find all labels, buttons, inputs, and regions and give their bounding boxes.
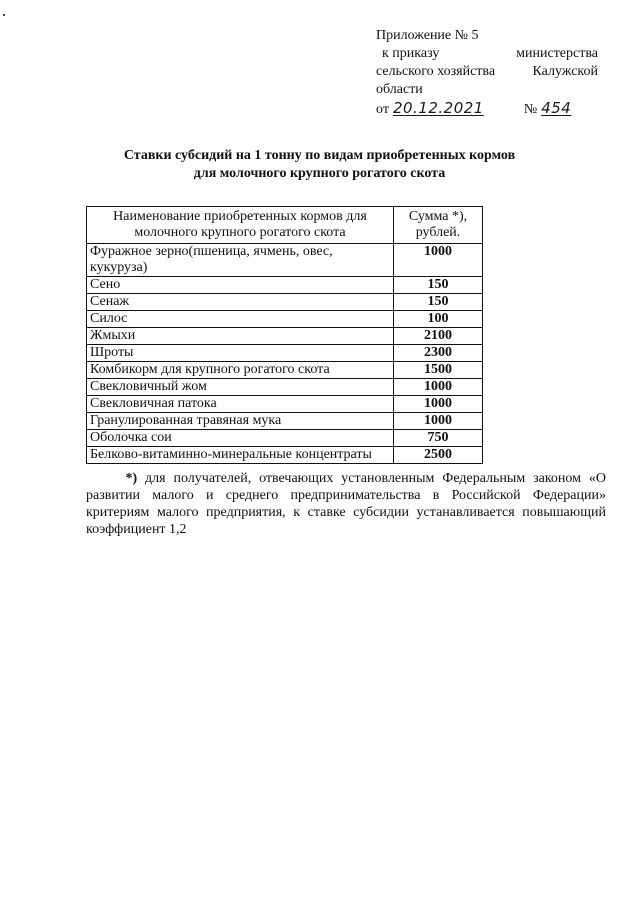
feed-name: Гранулированная травяная мука [87,413,394,430]
title-line-2: для молочного крупного рогатого скота [193,166,446,181]
table-row [87,244,483,277]
feed-amount: 2300 [394,345,483,362]
title-line-1: Ставки субсидий на 1 тонну по видам приобретенных кормов [123,148,516,163]
feed-amount: 1000 [394,244,483,277]
feed-amount: 1000 [394,396,483,413]
order-line [376,45,598,63]
feed-name: Фуражное зерно(пшеница, ячмень, овес, кукуруза) [87,244,394,277]
date-prefix: от [376,102,389,117]
feed-name: Белково-витаминно-минеральные концентраты [87,447,394,464]
feed-name-header: Наименование приобретенных кормов для молочного крупного рогатого скота [87,207,394,244]
feed-amount: 750 [394,430,483,447]
feed-name: Шроты [87,345,394,362]
table-row [87,362,483,379]
feed-amount: 1000 [394,379,483,396]
table-header-row [87,207,483,244]
number-prefix: № [523,102,538,117]
ministry-label: министерства [516,46,598,61]
feed-amount: 1000 [394,413,483,430]
document-title [0,147,639,183]
agriculture-label: сельского хозяйства [376,64,496,79]
oblast-label: области [376,82,423,97]
footnote-marker: *) [125,471,138,486]
table-row [87,430,483,447]
footnote-text: для получателей, отвечающих установленным Федеральным законом «О развитии малого и среднего предпринимательства в Российской Федерации» критериям малого предприятия, к ставке субсидии устанавливается повышающий коэффициент 1,2 [86,471,606,537]
feed-amount: 1500 [394,362,483,379]
subsidy-rates-table [86,206,483,464]
feed-amount: 2100 [394,328,483,345]
table-row [87,413,483,430]
feed-name: Силос [87,311,394,328]
table-row [87,294,483,311]
feed-amount: 150 [394,294,483,311]
agriculture-line [376,63,598,81]
table-row [87,396,483,413]
handwritten-number: 454 [541,99,572,117]
region-label: Калужской [532,64,598,79]
to-order-label: к приказу [382,46,440,61]
feed-name: Сено [87,277,394,294]
handwritten-date: 20.12.2021 [392,99,484,117]
feed-name: Комбикорм для крупного рогатого скота [87,362,394,379]
appendix-label: Приложение № 5 [376,28,479,43]
date-number-line [376,99,598,119]
feed-amount: 2500 [394,447,483,464]
table-row [87,277,483,294]
amount-header: Сумма *), рублей. [394,207,483,244]
table-row [87,345,483,362]
table-row [87,379,483,396]
feed-name: Сенаж [87,294,394,311]
table-row [87,328,483,345]
feed-name: Оболочка сои [87,430,394,447]
table-row [87,447,483,464]
scan-speck [3,14,5,16]
table-row [87,311,483,328]
feed-name: Свекловичный жом [87,379,394,396]
appendix-header [376,27,598,119]
feed-amount: 150 [394,277,483,294]
feed-name: Свекловичная патока [87,396,394,413]
feed-name: Жмыхи [87,328,394,345]
feed-amount: 100 [394,311,483,328]
footnote [86,470,606,538]
